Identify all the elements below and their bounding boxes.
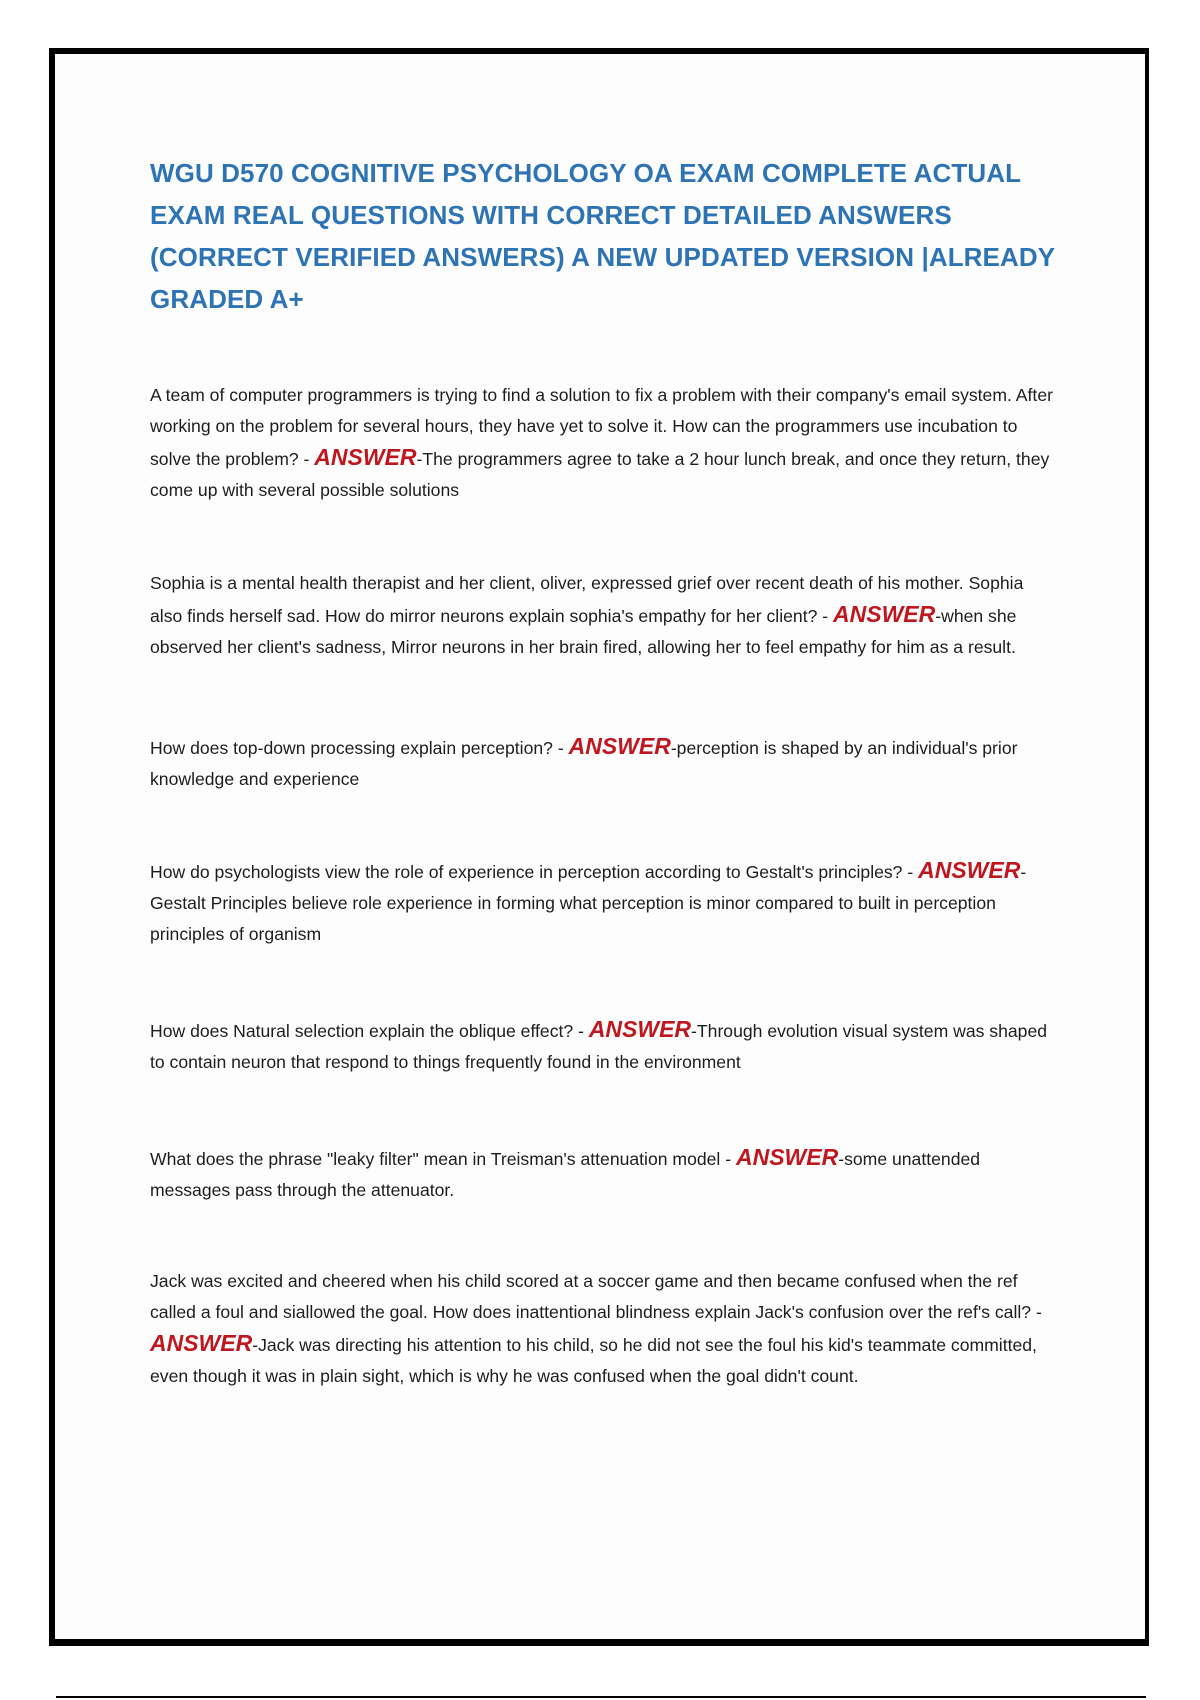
qa-item <box>150 380 1057 506</box>
question-text: A team of computer programmers is trying to find a solution to fix a problem with their company's email system. After working on the problem for several hours, they have yet to solve it. How can the programmers use incubation to solve the problem? - <box>150 385 1053 469</box>
answer-text: -Through evolution visual system was shaped to contain neuron that respond to things frequently found in the environment <box>150 1021 1048 1072</box>
next-page-divider <box>56 1696 1146 1698</box>
answer-label: ANSWER <box>918 857 1021 883</box>
answer-label: ANSWER <box>588 1016 692 1042</box>
qa-item <box>150 1266 1057 1392</box>
qa-item <box>150 1142 1057 1206</box>
answer-label: ANSWER <box>833 601 936 627</box>
answer-text: -some unattended messages pass through the attenuator. <box>150 1149 981 1200</box>
document-content <box>150 152 1057 1392</box>
document-title: WGU D570 COGNITIVE PSYCHOLOGY OA EXAM COMPLETE ACTUAL EXAM REAL QUESTIONS WITH CORRECT DETAILED ANSWERS (CORRECT VERIFIED ANSWERS) A NEW UPDATED VERSION |ALREADY GRADED A+ <box>150 158 1055 314</box>
answer-text: -when she observed her client's sadness, Mirror neurons in her brain fired, allowing her to feel empathy for him as a result. <box>150 606 1017 657</box>
answer-text: -The programmers agree to take a 2 hour lunch break, and once they return, they come up with several possible solutions <box>150 449 1050 500</box>
qa-item <box>150 568 1057 663</box>
question-text: How do psychologists view the role of experience in perception according to Gestalt's principles? - <box>150 862 919 882</box>
qa-item <box>150 855 1057 950</box>
answer-label: ANSWER <box>568 733 671 759</box>
answer-text: -Gestalt Principles believe role experience in forming what perception is minor compared to built in perception principles of organism <box>150 862 1027 944</box>
question-text: Sophia is a mental health therapist and her client, oliver, expressed grief over recent death of his mother. Sophia also finds herself sad. How do mirror neurons explain sophia's empathy for her client? - <box>150 573 1024 626</box>
question-text: How does top-down processing explain perception? - <box>150 738 569 758</box>
question-text: Jack was excited and cheered when his child scored at a soccer game and then became confused when the ref called a foul and siallowed the goal. How does inattentional blindness explain Jack's confusion over the ref's call? - <box>150 1271 1042 1322</box>
answer-label: ANSWER <box>735 1144 839 1170</box>
question-text: What does the phrase "leaky filter" mean in Treisman's attenuation model - <box>150 1149 736 1169</box>
answer-text: -Jack was directing his attention to his child, so he did not see the foul his kid's teammate committed, even though it was in plain sight, which is why he was confused when the goal didn't count. <box>150 1335 1037 1386</box>
answer-label: ANSWER <box>150 1330 253 1356</box>
answer-text: -perception is shaped by an individual's prior knowledge and experience <box>150 738 1018 789</box>
qa-item <box>150 731 1057 795</box>
question-text: How does Natural selection explain the oblique effect? - <box>150 1021 589 1041</box>
page-frame <box>49 48 1149 1646</box>
answer-label: ANSWER <box>314 444 417 470</box>
qa-item <box>150 1014 1057 1078</box>
